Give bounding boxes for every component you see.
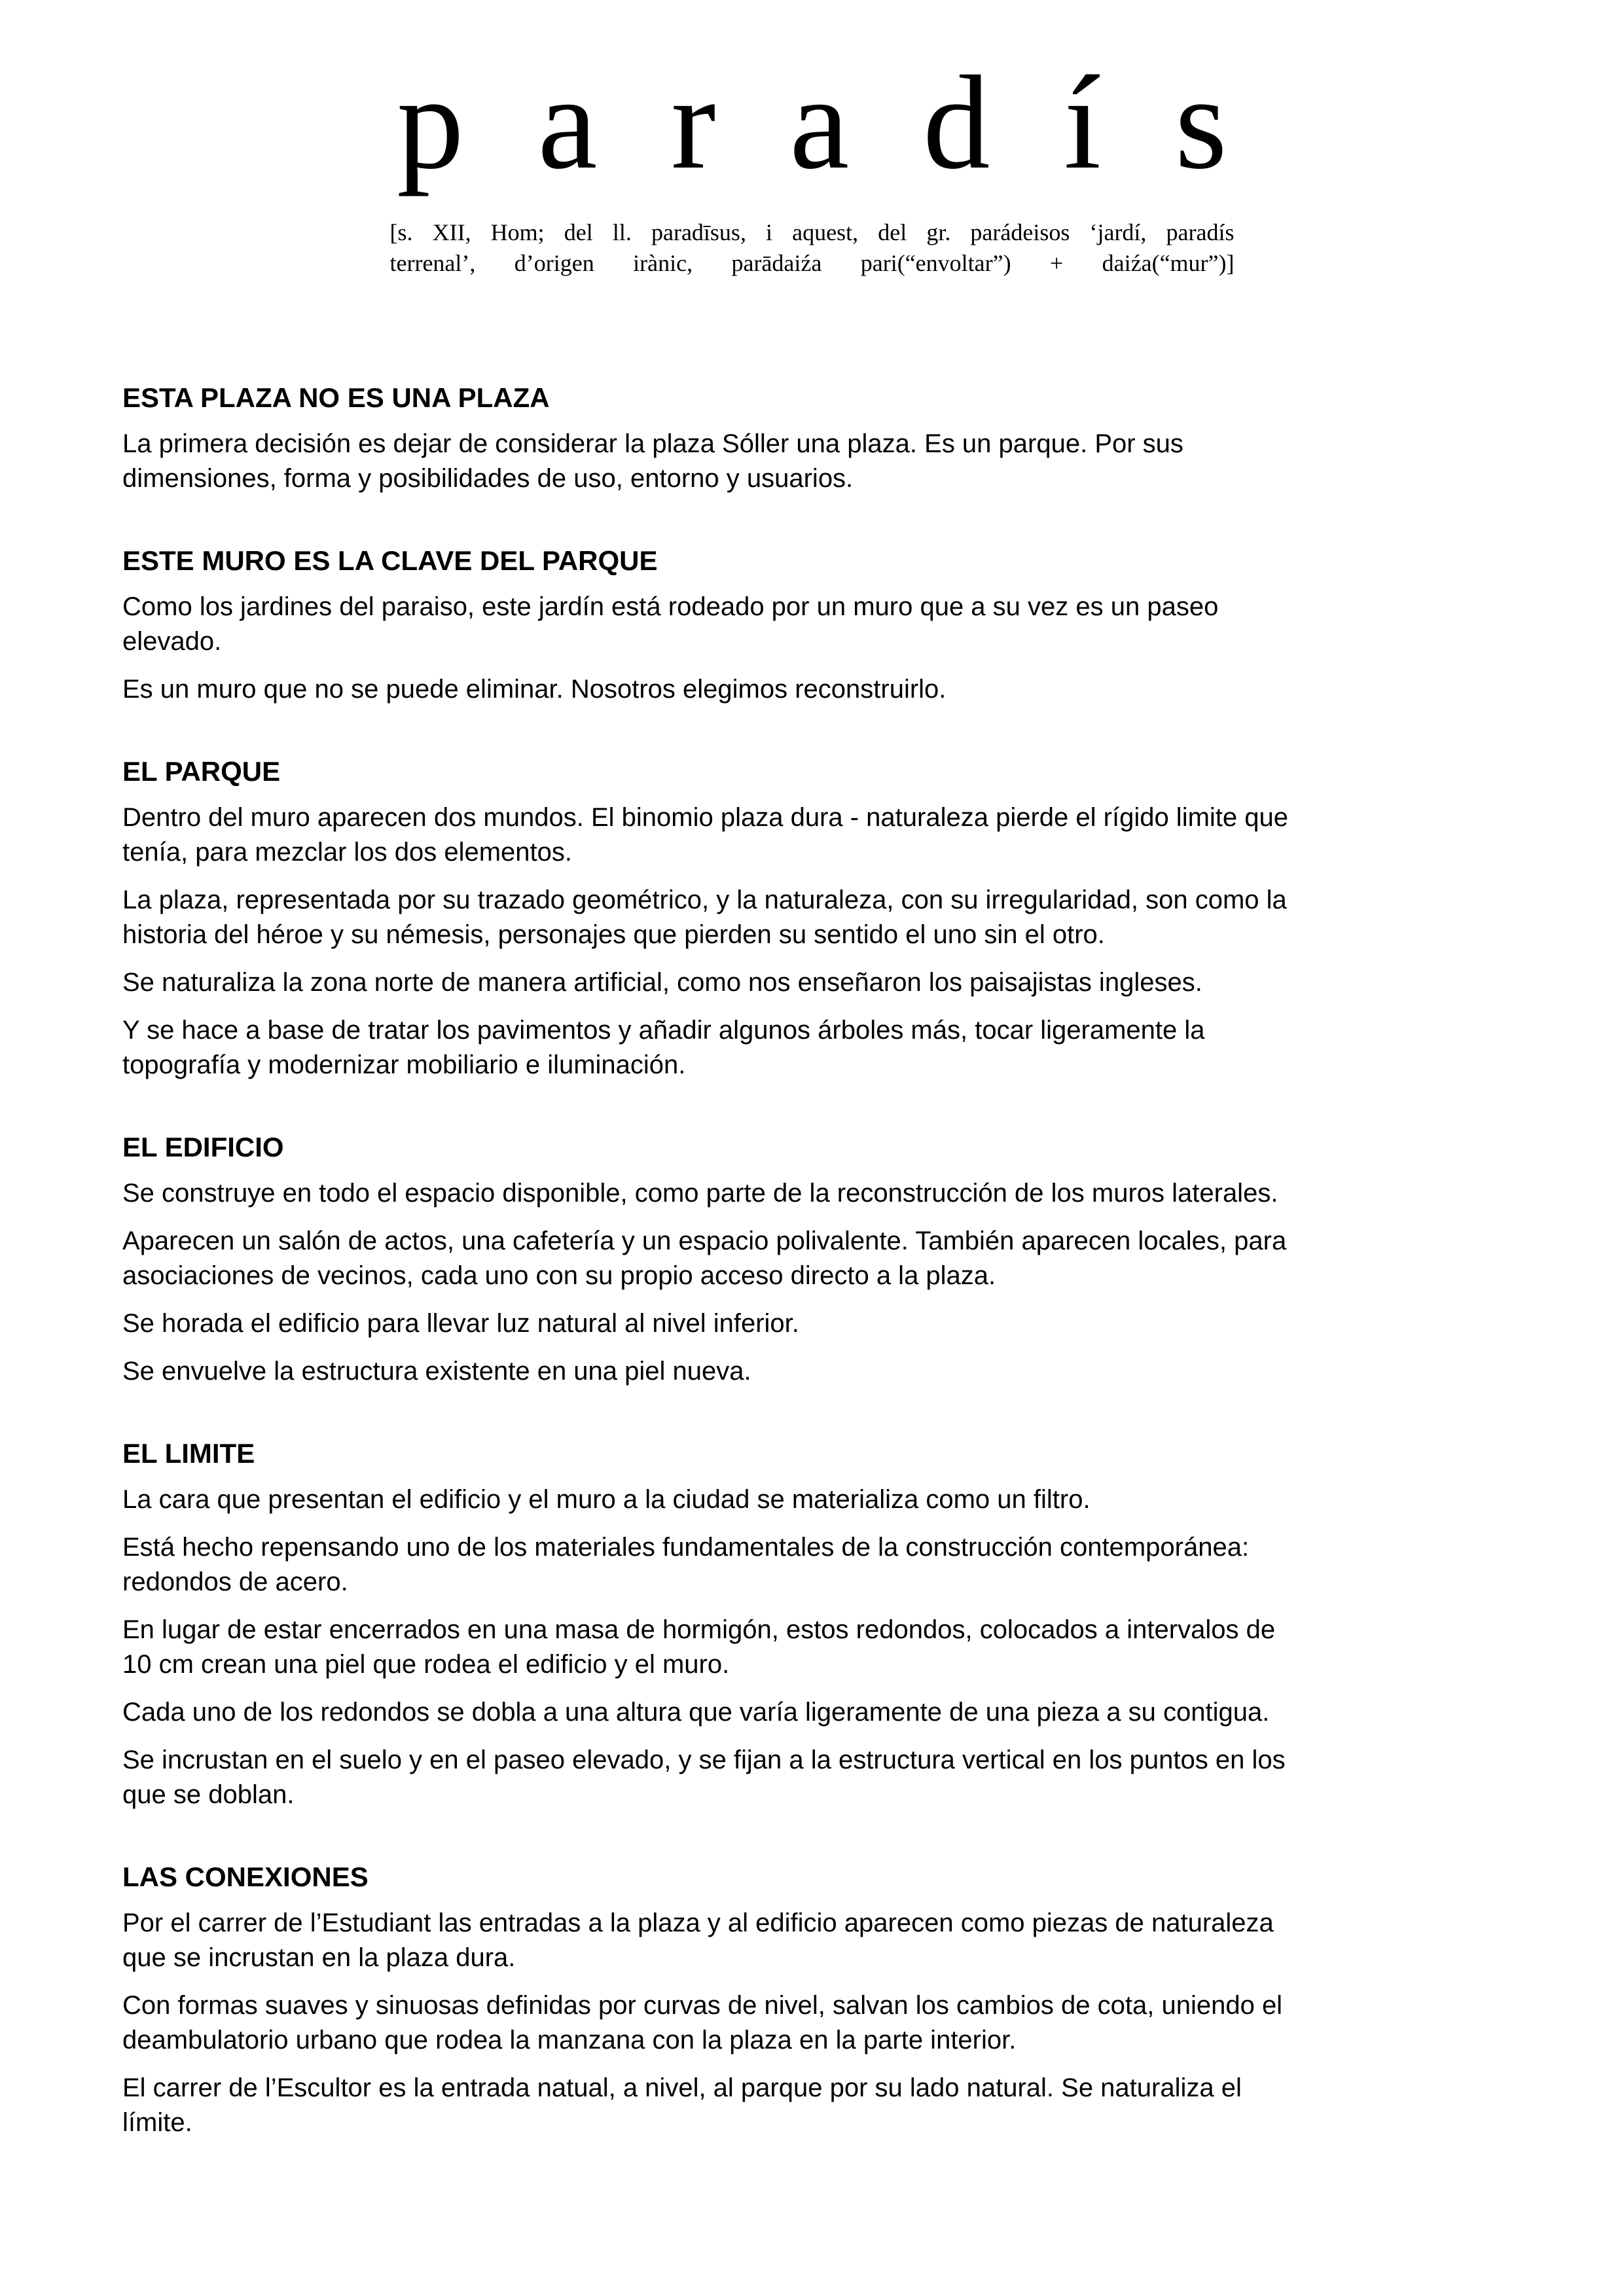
paragraph-line: Se horada el edificio para llevar luz natural al nivel inferior. [122,1308,799,1338]
paragraph-line: Se construye en todo el espacio disponible, como parte de la reconstrucción de los muros laterales. [122,1178,1278,1208]
paragraph [122,1482,1502,1517]
paragraph-line: Se incrustan en el suelo y en el paseo elevado, y se fijan a la estructura vertical en los puntos en los [122,1745,1286,1774]
paragraph [122,2071,1502,2140]
paragraph-line: deambulatorio urbano que rodea la manzana con la plaza en la parte interior. [122,2025,1017,2054]
section [122,1436,1502,1812]
masthead [0,0,1624,279]
paragraph [122,1695,1502,1730]
paragraph [122,1530,1502,1600]
document-title: paradís [397,48,1301,197]
section [122,754,1502,1083]
section-heading: EL EDIFICIO [122,1131,284,1162]
paragraph-line: Aparecen un salón de actos, una cafetería y un espacio polivalente. También aparecen locales, para [122,1226,1287,1255]
paragraph-line: Por el carrer de l’Estudiant las entradas a la plaza y al edificio aparecen como piezas de naturaleza [122,1908,1274,1937]
etymology-line: terrenal’, d’origen irànic, parādaiźa pari(“envoltar”) + daiźa(“mur”)] [389,249,1235,276]
paragraph-line: límite. [122,2108,192,2137]
section-heading: EL PARQUE [122,755,281,787]
paragraph-line: Como los jardines del paraiso, este jardín está rodeado por un muro que a su vez es un paseo [122,592,1219,621]
paragraph [122,1743,1502,1812]
section-heading: EL LIMITE [122,1437,255,1469]
paragraph-line: dimensiones, forma y posibilidades de uso, entorno y usuarios. [122,463,854,493]
section [122,380,1502,496]
paragraph [122,1988,1502,2058]
section-heading: ESTE MURO ES LA CLAVE DEL PARQUE [122,545,658,576]
paragraph [122,1176,1502,1211]
etymology [390,217,1235,279]
paragraph-line: Se envuelve la estructura existente en una piel nueva. [122,1356,751,1386]
paragraph [122,1354,1502,1389]
paragraph-line: Cada uno de los redondos se dobla a una altura que varía ligeramente de una pieza a su contigua. [122,1697,1270,1727]
paragraph [122,427,1502,496]
paragraph-line: redondos de acero. [122,1567,348,1596]
paragraph-line: Está hecho repensando uno de los materiales fundamentales de la construcción contemporánea: [122,1532,1250,1562]
paragraph-line: topografía y modernizar mobiliario e iluminación. [122,1050,686,1079]
paragraph-line: Es un muro que no se puede eliminar. Nosotros elegimos reconstruirlo. [122,674,947,704]
paragraph-line: elevado. [122,626,222,656]
paragraph [122,1906,1502,1975]
paragraph-line: Y se hace a base de tratar los pavimentos y añadir algunos árboles más, tocar ligeramente la [122,1015,1205,1045]
paragraph-line: historia del héroe y su némesis, personajes que pierden su sentido el uno sin el otro. [122,920,1105,949]
paragraph-line: Con formas suaves y sinuosas definidas por curvas de nivel, salvan los cambios de cota, uniendo el [122,1990,1283,2020]
section-heading: ESTA PLAZA NO ES UNA PLAZA [122,382,550,413]
paragraph [122,1306,1502,1341]
paragraph-line: La primera decisión es dejar de considerar la plaza Sóller una plaza. Es un parque. Por sus [122,429,1183,458]
section [122,1130,1502,1389]
section-heading: LAS CONEXIONES [122,1861,369,1892]
paragraph-line: En lugar de estar encerrados en una masa de hormigón, estos redondos, colocados a intervalos de [122,1615,1276,1644]
paragraph-line: La cara que presentan el edificio y el muro a la ciudad se materializa como un filtro. [122,1484,1091,1514]
paragraph-line: Se naturaliza la zona norte de manera artificial, como nos enseñaron los paisajistas ingleses. [122,967,1202,997]
paragraph-line: La plaza, representada por su trazado geométrico, y la naturaleza, con su irregularidad, son como la [122,885,1287,914]
section [122,543,1502,707]
paragraph [122,590,1502,659]
etymology-line: [s. XII, Hom; del ll. paradīsus, i aquest, del gr. parádeisos ‘jardí, paradís [389,219,1235,245]
paragraph [122,883,1502,952]
paragraph [122,1013,1502,1083]
paragraph [122,1224,1502,1293]
paragraph-line: asociaciones de vecinos, cada uno con su propio acceso directo a la plaza. [122,1261,996,1290]
paragraph-line: que se doblan. [122,1780,295,1809]
paragraph-line: 10 cm crean una piel que rodea el edificio y el muro. [122,1649,730,1679]
paragraph [122,965,1502,1000]
sections [122,380,1502,2140]
paragraph [122,800,1502,870]
paragraph-line: tenía, para mezclar los dos elementos. [122,837,573,867]
paragraph-line: Dentro del muro aparecen dos mundos. El binomio plaza dura - naturaleza pierde el rígido limite que [122,802,1288,832]
section [122,1859,1502,2140]
paragraph-line: que se incrustan en la plaza dura. [122,1943,516,1972]
paragraph [122,1613,1502,1682]
paragraph [122,672,1502,707]
paragraph-line: El carrer de l’Escultor es la entrada natual, a nivel, al parque por su lado natural. Se naturaliza el [122,2073,1242,2102]
